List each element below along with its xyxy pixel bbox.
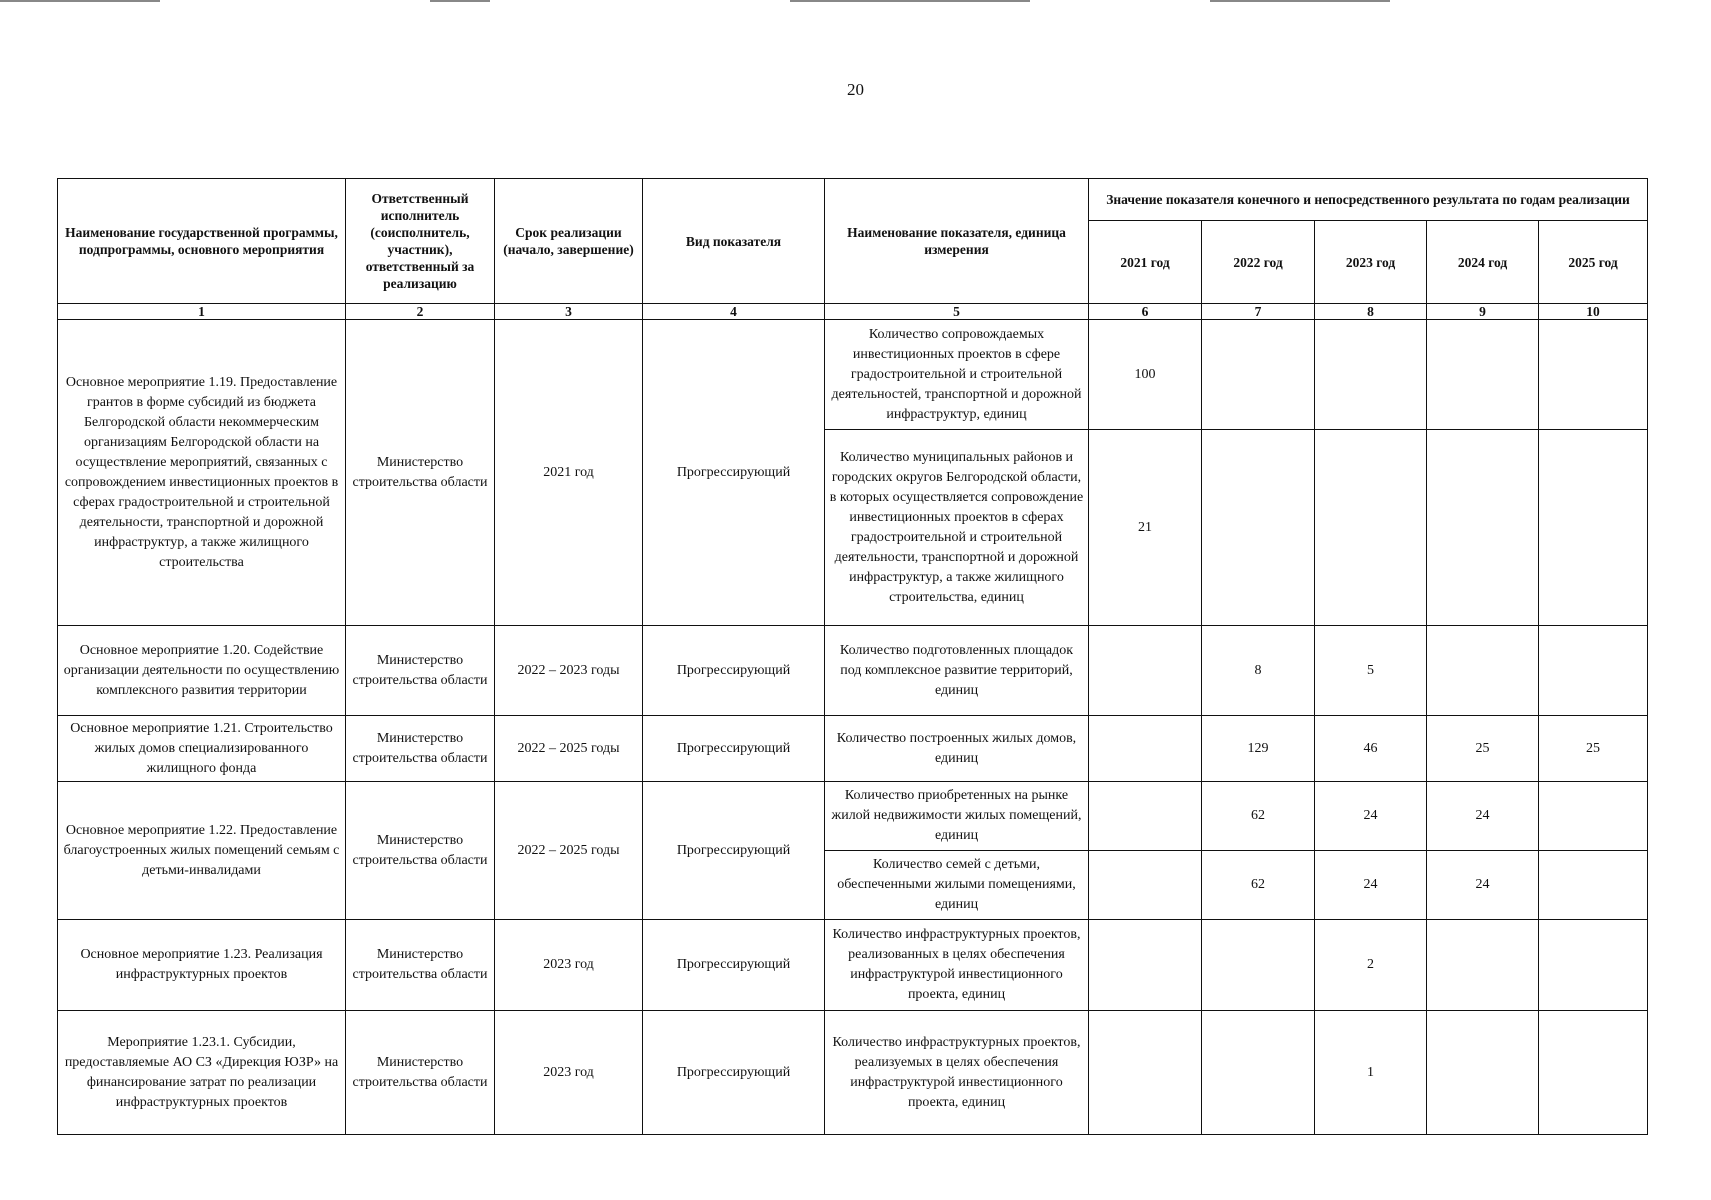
value-cell: 62 (1202, 851, 1315, 920)
type-cell: Прогрессирующий (643, 1011, 825, 1135)
responsible-cell: Министерство строительства области (346, 920, 495, 1011)
responsible-cell: Министерство строительства области (346, 1011, 495, 1135)
header-type: Вид показателя (643, 179, 825, 304)
value-cell: 24 (1315, 782, 1427, 851)
value-cell (1315, 320, 1427, 430)
program-name: Основное мероприятие 1.19. Предоставление грантов в форме субсидий из бюджета Белгородской области некоммерческим организациям Белгородской области на осуществление мероприятий, связанных с сопровождением инвестиционных проектов в сферах градостроительной и строительной деятельности, транспортной и дорожной инфраструктур, а также жилищного строительства (58, 320, 346, 626)
scan-edge-line (1210, 0, 1390, 2)
value-cell (1539, 626, 1648, 716)
value-cell (1315, 430, 1427, 626)
indicator-name: Количество сопровождаемых инвестиционных проектов в сфере градостроительной и строительной деятельностей, транспортной и дорожной инфраструктур, единиц (825, 320, 1089, 430)
value-cell (1539, 851, 1648, 920)
value-cell (1539, 782, 1648, 851)
type-cell: Прогрессирующий (643, 782, 825, 920)
header-program: Наименование государственной программы, подпрограммы, основного мероприятия (58, 179, 346, 304)
value-cell (1539, 320, 1648, 430)
value-cell (1202, 1011, 1315, 1135)
header-year: 2024 год (1427, 221, 1539, 304)
header-responsible: Ответственный исполнитель (соисполнитель, участник), ответственный за реализацию (346, 179, 495, 304)
value-cell (1427, 320, 1539, 430)
indicator-name: Количество приобретенных на рынке жилой недвижимости жилых помещений, единиц (825, 782, 1089, 851)
header-year: 2022 год (1202, 221, 1315, 304)
value-cell: 25 (1427, 716, 1539, 782)
value-cell: 2 (1315, 920, 1427, 1011)
value-cell (1089, 716, 1202, 782)
value-cell: 21 (1089, 430, 1202, 626)
value-cell: 24 (1427, 782, 1539, 851)
table-row (58, 320, 1648, 430)
scan-edge-line (790, 0, 1030, 2)
column-number: 1 (58, 304, 346, 320)
indicator-name: Количество семей с детьми, обеспеченными жилыми помещениями, единиц (825, 851, 1089, 920)
value-cell: 46 (1315, 716, 1427, 782)
program-name: Основное мероприятие 1.22. Предоставление благоустроенных жилых помещений семьям с детьми-инвалидами (58, 782, 346, 920)
table-row (58, 626, 1648, 716)
value-cell (1202, 920, 1315, 1011)
table-row (58, 920, 1648, 1011)
program-name: Основное мероприятие 1.21. Строительство жилых домов специализированного жилищного фонда (58, 716, 346, 782)
header-year: 2023 год (1315, 221, 1427, 304)
responsible-cell: Министерство строительства области (346, 716, 495, 782)
responsible-cell: Министерство строительства области (346, 320, 495, 626)
indicator-name: Количество муниципальных районов и городских округов Белгородской области, в которых осуществляется сопровождение инвестиционных проектов в сферах градостроительной и строительной деятельности, транспортной и дорожной инфраструктур, а также жилищного строительства, единиц (825, 430, 1089, 626)
value-cell: 8 (1202, 626, 1315, 716)
value-cell: 24 (1315, 851, 1427, 920)
value-cell (1089, 851, 1202, 920)
term-cell: 2023 год (495, 1011, 643, 1135)
indicator-name: Количество построенных жилых домов, единиц (825, 716, 1089, 782)
header-indicator: Наименование показателя, единица измерения (825, 179, 1089, 304)
column-number: 3 (495, 304, 643, 320)
value-cell: 5 (1315, 626, 1427, 716)
header-term: Срок реализации (начало, завершение) (495, 179, 643, 304)
value-cell: 24 (1427, 851, 1539, 920)
value-cell (1202, 430, 1315, 626)
term-cell: 2022 – 2023 годы (495, 626, 643, 716)
value-cell (1089, 626, 1202, 716)
type-cell: Прогрессирующий (643, 716, 825, 782)
column-number: 4 (643, 304, 825, 320)
column-number: 8 (1315, 304, 1427, 320)
value-cell (1202, 320, 1315, 430)
scan-edge-line (0, 0, 160, 2)
column-number: 6 (1089, 304, 1202, 320)
value-cell: 1 (1315, 1011, 1427, 1135)
header-year: 2025 год (1539, 221, 1648, 304)
column-number: 9 (1427, 304, 1539, 320)
scan-edge-line (430, 0, 490, 2)
column-number: 7 (1202, 304, 1315, 320)
value-cell: 129 (1202, 716, 1315, 782)
value-cell: 100 (1089, 320, 1202, 430)
type-cell: Прогрессирующий (643, 920, 825, 1011)
value-cell (1427, 430, 1539, 626)
value-cell (1539, 1011, 1648, 1135)
table-row (58, 782, 1648, 851)
header-values-group: Значение показателя конечного и непосредственного результата по годам реализации (1089, 179, 1648, 221)
program-name: Мероприятие 1.23.1. Субсидии, предоставляемые АО СЗ «Дирекция ЮЗР» на финансирование затрат по реализации инфраструктурных проектов (58, 1011, 346, 1135)
header-year: 2021 год (1089, 221, 1202, 304)
value-cell (1539, 920, 1648, 1011)
type-cell: Прогрессирующий (643, 626, 825, 716)
program-name: Основное мероприятие 1.23. Реализация инфраструктурных проектов (58, 920, 346, 1011)
table-row (58, 716, 1648, 782)
value-cell: 62 (1202, 782, 1315, 851)
column-number: 10 (1539, 304, 1648, 320)
value-cell (1427, 626, 1539, 716)
responsible-cell: Министерство строительства области (346, 782, 495, 920)
value-cell (1089, 1011, 1202, 1135)
term-cell: 2022 – 2025 годы (495, 782, 643, 920)
responsible-cell: Министерство строительства области (346, 626, 495, 716)
indicator-name: Количество инфраструктурных проектов, реализуемых в целях обеспечения инфраструктурой инвестиционного проекта, единиц (825, 1011, 1089, 1135)
term-cell: 2022 – 2025 годы (495, 716, 643, 782)
indicator-name: Количество подготовленных площадок под комплексное развитие территорий, единиц (825, 626, 1089, 716)
term-cell: 2021 год (495, 320, 643, 626)
term-cell: 2023 год (495, 920, 643, 1011)
value-cell (1089, 920, 1202, 1011)
indicators-table (57, 178, 1648, 1135)
column-number: 2 (346, 304, 495, 320)
page-number: 20 (847, 80, 864, 99)
value-cell: 25 (1539, 716, 1648, 782)
program-name: Основное мероприятие 1.20. Содействие организации деятельности по осуществлению комплексного развития территории (58, 626, 346, 716)
column-number: 5 (825, 304, 1089, 320)
indicator-name: Количество инфраструктурных проектов, реализованных в целях обеспечения инфраструктурой инвестиционного проекта, единиц (825, 920, 1089, 1011)
value-cell (1427, 1011, 1539, 1135)
value-cell (1427, 920, 1539, 1011)
value-cell (1089, 782, 1202, 851)
table-row (58, 1011, 1648, 1135)
type-cell: Прогрессирующий (643, 320, 825, 626)
value-cell (1539, 430, 1648, 626)
